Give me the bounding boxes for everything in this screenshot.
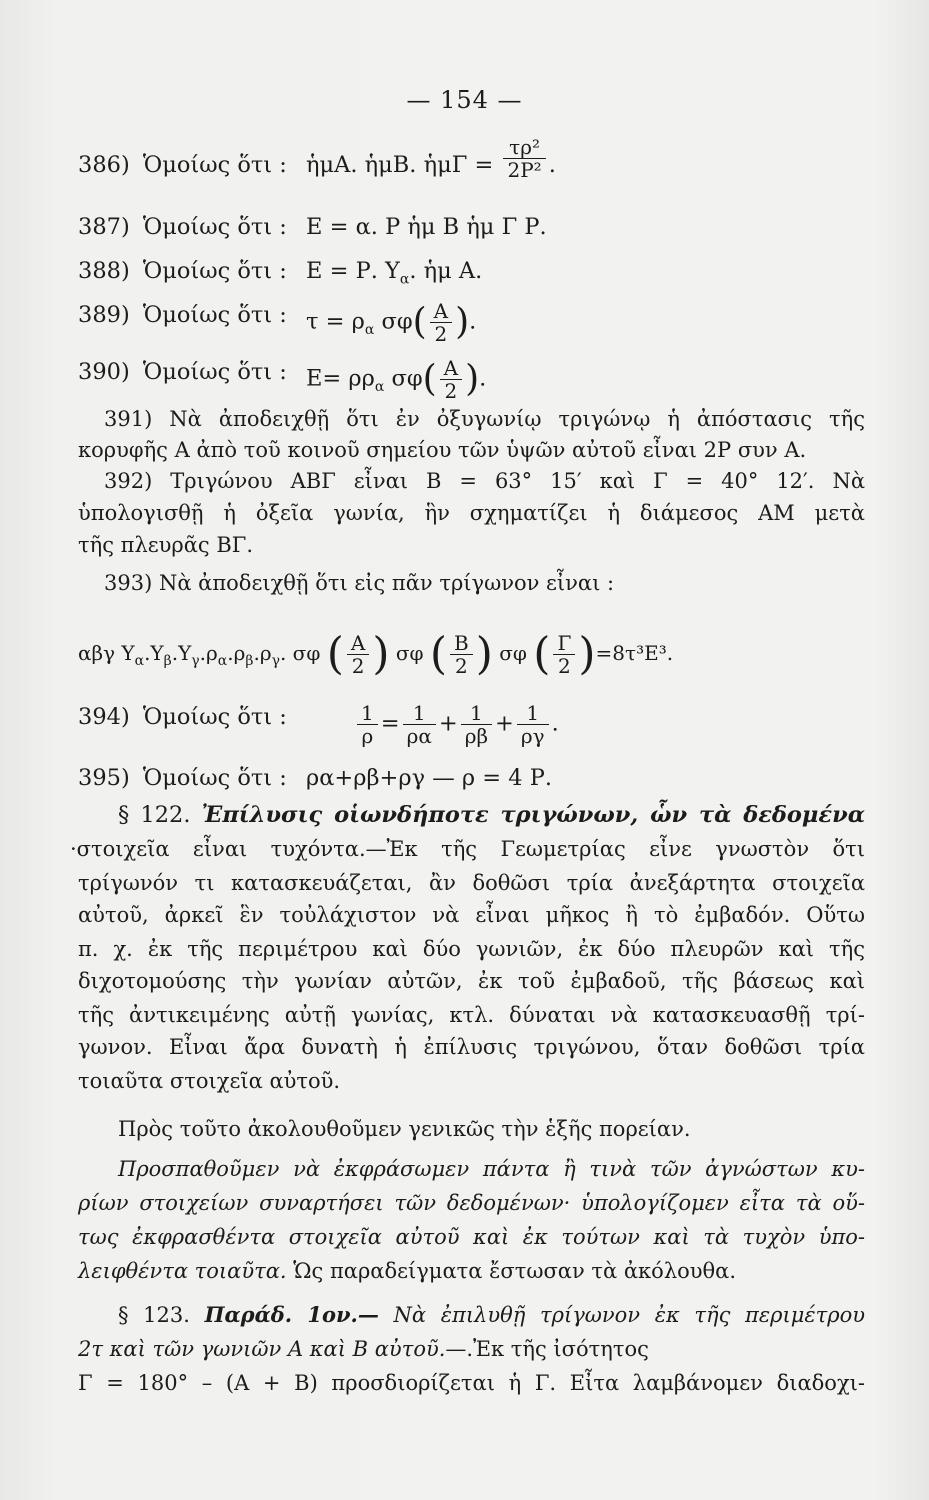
section-122-line: π. χ. ἐκ τῆς περιμέτρου καὶ δύο γωνιῶν, ἐκ δύο πλευρῶν καὶ τῆς (78, 937, 865, 961)
fraction-c: $\frac{\Gamma}{2}$ (553, 632, 575, 677)
equation: $\frac{1}{\rho}$ = $\frac{1}{\rho\alpha}$ + $\frac{1}{\rho\beta}$ + $\frac{1}{\rho\gamma}$ . (354, 702, 559, 747)
page-number: — 154 — (406, 86, 523, 114)
fraction-a: $\frac{A}{2}$ (347, 632, 369, 677)
exercise-394 (78, 701, 865, 748)
section-122-line: τοιαῦτα στοιχεῖα αὐτοῦ. (78, 1069, 341, 1093)
exercise-label: Ὁμοίως ὅτι : (142, 359, 287, 385)
equation: $E= \rho\rho_\alpha$ σφ( $\frac{A}{2}$ ). (306, 356, 487, 403)
section-122-line: αὐτοῦ, ἀρκεῖ ἓν τοὐλάχιστον νὰ εἶναι μῆκος ἢ τὸ ἐμβαδόν. Οὕτω (78, 903, 865, 927)
exercise-393-equation: αβγ $\Upsilon_\alpha.\Upsilon_\beta.\Upsilon_\gamma.\rho_\alpha.\rho_\beta.\rho_\gamma$. σφ ( $\frac{A}{2}$ ) σφ ( $\frac{B}{2}$ ) σφ ( $\frac{\Gamma}{2}$ )=8τ³Ε³. (78, 628, 674, 680)
section-122-line: τῆς ἀντικειμένης αὐτῇ γωνίας, κτλ. δύναται νὰ κατασκευασθῇ τρί- (78, 1003, 865, 1027)
section-123-line: Γ = 180° – (Α + Β) προσδιορίζεται ἡ Γ. Εἶτα λαμβάνομεν διαδοχι- (78, 1371, 865, 1395)
procedure-last-line: λειφθέντα τοιαῦτα. Ὡς παραδείγματα ἔστωσαν τὰ ἀκόλουθα. (78, 1259, 737, 1283)
section-123-line: 2τ καὶ τῶν γωνιῶν Α καὶ Β αὐτοῦ.—.Ἐκ τῆς ἰσότητος (78, 1337, 649, 1361)
section-122-line: διχοτομούσης τὴν γωνίαν αὐτῶν, ἐκ τοῦ ἐμβαδοῦ, τῆς βάσεως καὶ (78, 969, 865, 993)
exercise-number: 389) (78, 302, 130, 328)
exercise-391-line1: 391) Νὰ ἀποδειχθῇ ὅτι ἐν ὀξυγωνίῳ τριγώνῳ ἡ ἀπόστασις τῆς (104, 407, 865, 431)
exercise-386 (78, 134, 865, 182)
section-123-heading: § 123. Παράδ. 1ον.— Νὰ ἐπιλυθῇ τρίγωνον ἐκ τῆς περιμέτρου (118, 1302, 865, 1327)
exercise-number: 388) (78, 258, 130, 284)
equation: ἡμΑ. ἡμΒ. ἡμΓ = $\frac{\text{τρ²}}{\text{2Ρ²}}$ . (306, 134, 556, 182)
section-122-line: ·στοιχεῖα εἶναι τυχόντα.—Ἐκ τῆς Γεωμετρίας εἶνε γνωστὸν ὅτι (70, 837, 865, 861)
fraction: $\frac{\text{τρ²}}{\text{2Ρ²}}$ (503, 136, 545, 181)
procedure-italic-line: ρίων στοιχείων συναρτήσει τῶν δεδομένων· ὑπολογίζομεν εἶτα τὰ οὕ- (78, 1191, 865, 1215)
exercise-389 (78, 299, 865, 346)
exercise-number: 394) (78, 704, 130, 730)
equation: Ε = α. Ρ ἡμ Β ἡμ Γ Ρ. (306, 214, 547, 240)
exercise-label: Ὁμοίως ὅτι : (142, 302, 287, 328)
exercise-number: 390) (78, 359, 130, 385)
exercise-392-line1: 392) Τριγώνου ΑΒΓ εἶναι Β = 63° 15′ καὶ Γ = 40° 12′. Νὰ (104, 469, 865, 493)
fraction: $\frac{A}{2}$ (440, 357, 462, 402)
equation: $\tau = \rho_\alpha$ σφ( $\frac{A}{2}$ ). (306, 299, 477, 346)
exercise-number: 387) (78, 214, 130, 240)
exercise-388 (78, 256, 865, 286)
exercise-392-line2: ὑπολογισθῇ ἡ ὀξεῖα γωνία, ἣν σχηματίζει ἡ διάμεσος ΑΜ μετὰ (78, 501, 865, 525)
fraction: $\frac{A}{2}$ (430, 300, 452, 345)
exercise-number: 386) (78, 152, 130, 178)
exercise-label: Ὁμοίως ὅτι : (142, 152, 287, 178)
exercise-391-line2: κορυφῆς Α ἀπὸ τοῦ κοινοῦ σημείου τῶν ὑψῶν αὐτοῦ εἶναι 2Ρ συν Α. (78, 438, 807, 462)
exercise-label: Ὁμοίως ὅτι : (142, 258, 287, 284)
procedure-italic-line: Προσπαθοῦμεν νὰ ἐκφράσωμεν πάντα ἢ τινὰ τῶν ἀγνώστων κυ- (118, 1157, 865, 1181)
exercise-395 (78, 763, 865, 793)
procedure-italic-line: τως ἐκφρασθέντα στοιχεῖα αὐτοῦ καὶ ἐκ τούτων καὶ τὰ τυχὸν ὑπο- (78, 1225, 865, 1249)
exercise-392-line3: τῆς πλευρᾶς ΒΓ. (78, 533, 254, 557)
exercise-390 (78, 356, 865, 403)
exercise-387 (78, 212, 865, 242)
exercise-label: Ὁμοίως ὅτι : (142, 704, 287, 730)
fraction-b: $\frac{B}{2}$ (450, 632, 473, 677)
section-122-heading: § 122. Ἐπίλυσις οἱωνδήποτε τριγώνων, ὧν τὰ δεδομένα (118, 802, 866, 828)
exercise-393: 393) Νὰ ἀποδειχθῇ ὅτι εἰς πᾶν τρίγωνον εἶναι : (104, 571, 615, 595)
section-122-line: γωνον. Εἶναι ἄρα δυνατὴ ἡ ἐπίλυσις τριγώνου, ὅταν δοθῶσι τρία (78, 1035, 865, 1059)
exercise-label: Ὁμοίως ὅτι : (142, 765, 287, 791)
exercise-number: 395) (78, 765, 130, 791)
section-122-line: τρίγωνόν τι κατασκευάζεται, ἂν δοθῶσι τρία ἀνεξάρτητα στοιχεῖα (78, 871, 865, 895)
exercise-label: Ὁμοίως ὅτι : (142, 214, 287, 240)
procedure-intro: Πρὸς τοῦτο ἀκολουθοῦμεν γενικῶς τὴν ἑξῆς πορείαν. (118, 1117, 691, 1141)
equation: ρα+ρβ+ργ — ρ = 4 Ρ. (306, 765, 552, 791)
equation: Ε = Ρ. $\Upsilon_\alpha$. ἡμ Α. (306, 258, 483, 288)
